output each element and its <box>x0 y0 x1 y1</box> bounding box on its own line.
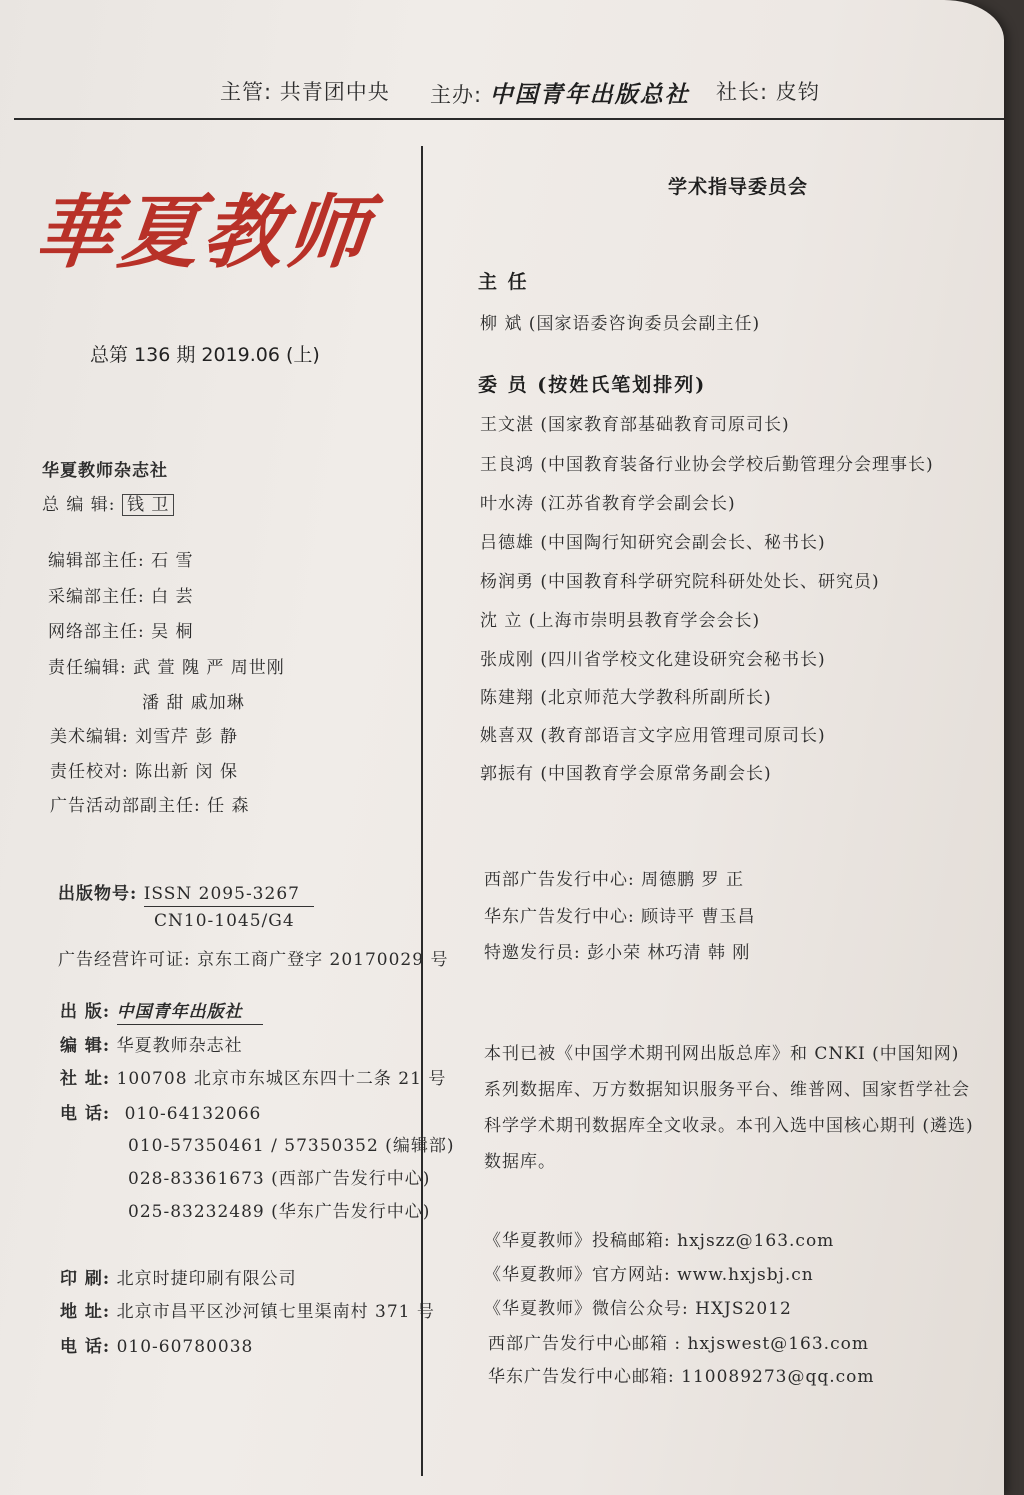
print-addr-value: 北京市昌平区沙河镇七里渠南村 371 号 <box>116 1302 435 1322</box>
supervisor-label: 主管: <box>220 80 273 104</box>
publish-label: 出 版: <box>60 1002 111 1022</box>
indexing-line: 本刊已被《中国学术期刊网出版总库》和 CNKI (中国知网) <box>484 1044 960 1064</box>
address-row <box>60 1064 446 1089</box>
contact-row: 西部广告发行中心邮箱 : hxjswest@163.com <box>488 1334 869 1354</box>
chief-label: 总 编 辑: <box>42 495 116 515</box>
phone-row <box>60 1099 261 1124</box>
director-heading: 主 任 <box>478 271 529 293</box>
ad-license: 广告经营许可证: 京东工商广登字 20170029 号 <box>58 950 449 970</box>
members-heading: 委 员 (按姓氏笔划排列) <box>478 374 707 396</box>
distribution-row: 特邀发行员: 彭小荣 林巧清 韩 刚 <box>484 943 751 963</box>
cn-value: CN10-1045/G4 <box>154 911 295 931</box>
president-value: 皮钧 <box>775 80 820 104</box>
member-entry: 沈 立 (上海市崇明县教育学会会长) <box>480 611 761 631</box>
publisher-row <box>60 997 263 1022</box>
phone-value: 028-83361673 (西部广告发行中心) <box>128 1169 431 1189</box>
header-rule <box>14 118 1004 120</box>
print-label: 印 刷: <box>60 1269 111 1289</box>
contact-row: 华东广告发行中心邮箱: 110089273@qq.com <box>488 1367 875 1387</box>
indexing-line: 系列数据库、万方数据知识服务平台、维普网、国家哲学社会 <box>484 1080 970 1100</box>
member-entry: 叶水涛 (江苏省教育学会副会长) <box>480 494 736 514</box>
staff-row: 采编部主任: 白 芸 <box>48 587 194 607</box>
issue-number: 总第 136 期 2019.06 (上) <box>90 344 320 366</box>
publication-label: 出版物号: <box>58 884 138 904</box>
chief-name: 钱 卫 <box>122 494 174 516</box>
header-sponsor <box>430 76 690 109</box>
contact-row: 《华夏教师》投稿邮箱: hxjszz@163.com <box>484 1231 835 1251</box>
print-addr-label: 地 址: <box>60 1302 111 1322</box>
president-label: 社长: <box>716 80 769 104</box>
chief-editor <box>42 490 174 515</box>
phone-value: 025-83232489 (华东广告发行中心) <box>128 1202 431 1222</box>
printer-row <box>60 1264 297 1289</box>
staff-row: 潘 甜 戚加琳 <box>142 693 245 713</box>
column-divider <box>421 146 423 1476</box>
staff-row: 广告活动部副主任: 任 森 <box>50 796 250 816</box>
print-phone-value: 010-60780038 <box>116 1337 254 1357</box>
staff-row: 网络部主任: 吴 桐 <box>48 622 194 642</box>
address-value: 100708 北京市东城区东四十二条 21 号 <box>116 1069 447 1089</box>
issn-value: ISSN 2095-3267 <box>144 884 314 907</box>
director-entry: 柳 斌 (国家语委咨询委员会副主任) <box>480 314 761 334</box>
print-value: 北京时捷印刷有限公司 <box>116 1269 297 1289</box>
masthead-title: 華夏教师 <box>30 185 377 279</box>
contact-row: 《华夏教师》官方网站: www.hxjsbj.cn <box>484 1265 814 1285</box>
phone-value: 010-57350461 / 57350352 (编辑部) <box>128 1136 455 1156</box>
indexing-line: 科学学术期刊数据库全文收录。本刊入选中国核心期刊 (遴选) <box>484 1116 974 1136</box>
staff-org: 华夏教师杂志社 <box>42 461 168 481</box>
address-label: 社 址: <box>60 1069 111 1089</box>
indexing-paragraph <box>484 1036 974 1180</box>
header-president <box>716 76 820 106</box>
publication-issn <box>58 879 314 904</box>
printer-phone-row <box>60 1332 253 1357</box>
member-entry: 吕德雄 (中国陶行知研究会副会长、秘书长) <box>480 533 826 553</box>
edit-value: 华夏教师杂志社 <box>116 1036 243 1056</box>
sponsor-label: 主办: <box>430 83 483 107</box>
phone-value: 010-64132066 <box>124 1104 262 1124</box>
sponsor-value: 中国青年出版总社 <box>489 81 690 108</box>
member-entry: 杨润勇 (中国教育科学研究院科研处处长、研究员) <box>480 572 880 592</box>
member-entry: 郭振有 (中国教育学会原常务副会长) <box>480 764 772 784</box>
staff-row: 责任校对: 陈出新 闵 保 <box>50 762 238 782</box>
print-phone-label: 电 话: <box>60 1337 111 1357</box>
editor-row <box>60 1031 243 1056</box>
member-entry: 张成刚 (四川省学校文化建设研究会秘书长) <box>480 650 826 670</box>
member-entry: 王文湛 (国家教育部基础教育司原司长) <box>480 415 790 435</box>
member-entry: 王良鸿 (中国教育装备行业协会学校后勤管理分会理事长) <box>480 455 934 475</box>
member-entry: 姚喜双 (教育部语言文字应用管理司原司长) <box>480 726 826 746</box>
staff-row: 责任编辑: 武 萱 隗 严 周世刚 <box>48 658 285 678</box>
indexing-line: 数据库。 <box>484 1152 556 1172</box>
supervisor-value: 共青团中央 <box>279 80 390 104</box>
staff-row: 编辑部主任: 石 雪 <box>48 551 194 571</box>
contact-row: 《华夏教师》微信公众号: HXJS2012 <box>484 1299 792 1319</box>
printer-address-row <box>60 1297 435 1322</box>
phone-label: 电 话: <box>60 1104 111 1124</box>
staff-row: 美术编辑: 刘雪芹 彭 静 <box>50 727 238 747</box>
committee-title: 学术指导委员会 <box>668 176 809 198</box>
header-supervisor <box>220 76 390 106</box>
edit-label: 编 辑: <box>60 1036 111 1056</box>
publish-value: 中国青年出版社 <box>117 1002 263 1025</box>
distribution-row: 西部广告发行中心: 周德鹏 罗 正 <box>484 870 744 890</box>
member-entry: 陈建翔 (北京师范大学教科所副所长) <box>480 688 772 708</box>
distribution-row: 华东广告发行中心: 顾诗平 曹玉昌 <box>484 907 756 927</box>
